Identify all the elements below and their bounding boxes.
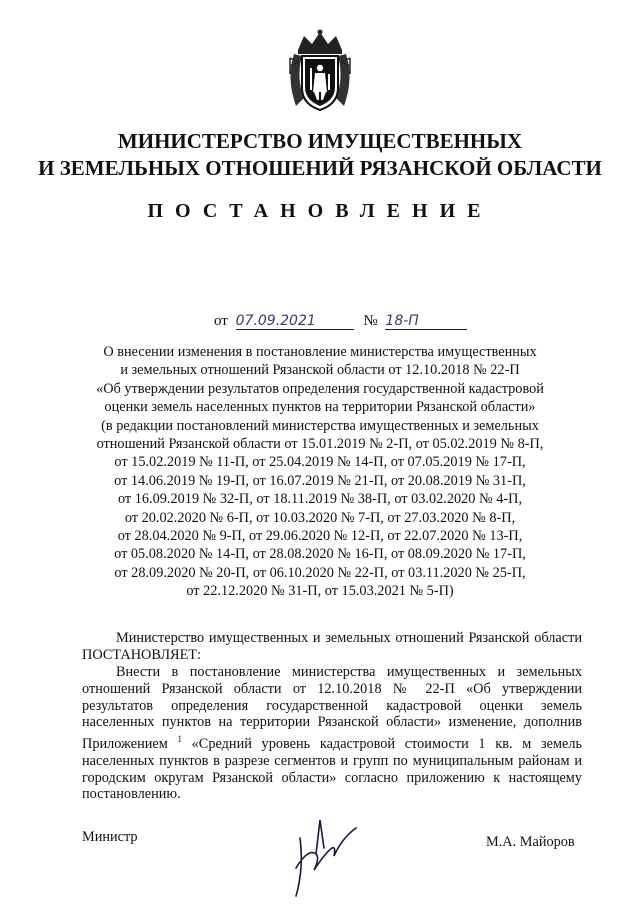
subject-line: от 14.06.2019 № 19-П, от 16.07.2019 № 21-П, от 20.08.2019 № 31-П, bbox=[114, 472, 526, 489]
signatory-name: М.А. Майоров bbox=[486, 834, 575, 850]
ryazan-coat-of-arms-icon bbox=[284, 28, 356, 114]
subject-line: О внесении изменения в постановление министерства имущественных bbox=[103, 344, 537, 360]
subject-line: от 15.02.2019 № 11-П, от 25.04.2019 № 14-П, от 07.05.2019 № 17-П, bbox=[114, 454, 526, 471]
subject-line: и земельных отношений Рязанской области от 12.10.2018 № 22-П bbox=[120, 362, 520, 379]
amendment-paragraph bbox=[82, 664, 582, 803]
decree-title: ПОСТАНОВЛЕНИЕ bbox=[147, 200, 493, 222]
amendment-text-start: Внести в постановление министерства имущественных и земельных отношений Рязанской области от 12.10.2018 № 22-П «Об утверждении результатов определения государственной кадастровой оценки земель населенных пунктов на территории Рязанской области» изменение, дополнив Приложением bbox=[82, 664, 582, 752]
decree-number-line bbox=[214, 313, 467, 330]
decree-number: 18-П bbox=[385, 313, 467, 330]
subject-line: от 05.08.2020 № 14-П, от 28.08.2020 № 16-П, от 08.09.2020 № 17-П, bbox=[114, 546, 526, 563]
subject-line: отношений Рязанской области от 15.01.2019 № 2-П, от 05.02.2019 № 8-П, bbox=[96, 436, 544, 453]
decree-subject bbox=[80, 343, 560, 601]
number-label: № bbox=[363, 313, 378, 329]
resolution-paragraph: Министерство имущественных и земельных отношений Рязанской области ПОСТАНОВЛЯЕТ: bbox=[82, 630, 582, 663]
subject-line: от 28.04.2020 № 9-П, от 29.06.2020 № 12-П, от 22.07.2020 № 13-П, bbox=[117, 528, 523, 545]
ministry-name-line-1: МИНИСТЕРСТВО ИМУЩЕСТВЕННЫХ bbox=[117, 129, 523, 153]
subject-line: от 28.09.2020 № 20-П, от 06.10.2020 № 22-П, от 03.11.2020 № 25-П, bbox=[114, 564, 526, 581]
handwritten-signature-icon bbox=[286, 808, 368, 900]
amendment-text-end: «Средний уровень кадастровой стоимости 1 кв. м земель населенных пунктов в разрезе сегментов и групп по муниципальным районам и городским округам Рязанской области» согласно приложению к настоящему постановлению. bbox=[82, 735, 582, 803]
date-label: от bbox=[214, 313, 228, 329]
subject-line: от 20.02.2020 № 6-П, от 10.03.2020 № 7-П, от 27.03.2020 № 8-П, bbox=[124, 509, 516, 526]
subject-line: (в редакции постановлений министерства имущественных и земельных bbox=[101, 417, 539, 434]
subject-line: от 22.12.2020 № 31-П, от 15.03.2021 № 5-П) bbox=[186, 583, 454, 600]
signatory-title: Министр bbox=[82, 829, 138, 845]
subject-line: от 16.09.2019 № 32-П, от 18.11.2019 № 38-П, от 03.02.2020 № 4-П, bbox=[117, 491, 523, 508]
subject-line: «Об утверждении результатов определения государственной кадастровой bbox=[96, 380, 544, 397]
decree-date: 07.09.2021 bbox=[236, 313, 354, 330]
subject-line: оценки земель населенных пунктов на территории Рязанской области» bbox=[104, 399, 536, 416]
footnote-marker: 1 bbox=[177, 734, 182, 745]
ministry-name-line-2: И ЗЕМЕЛЬНЫХ ОТНОШЕНИЙ РЯЗАНСКОЙ ОБЛАСТИ bbox=[38, 156, 602, 180]
